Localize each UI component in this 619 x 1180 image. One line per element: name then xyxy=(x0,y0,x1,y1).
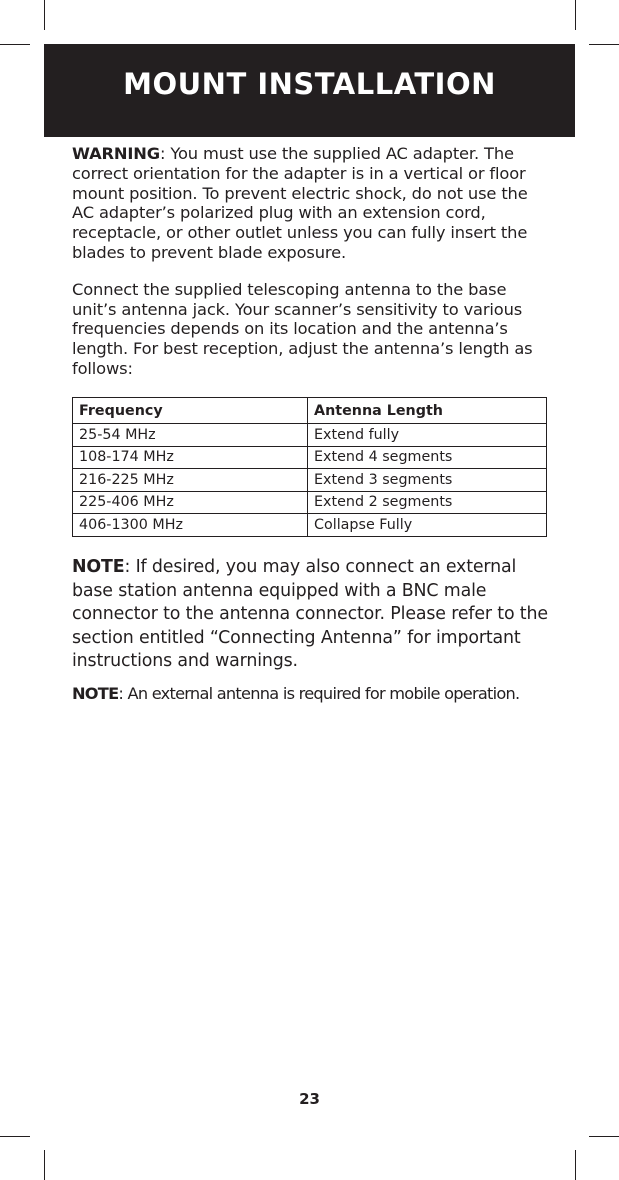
note-text: : If desired, you may also connect an external base station antenna equipped with a BNC male connector to the antenna connector. Please refer to the section entitled “Connecting Antenna” for important instructions and warnings. xyxy=(72,557,548,672)
table-row xyxy=(73,491,547,514)
crop-mark xyxy=(44,1150,45,1180)
note-external-antenna xyxy=(72,556,552,674)
note-label: NOTE xyxy=(72,557,125,577)
antenna-length-table xyxy=(72,397,547,537)
frequency-cell: 108-174 MHz xyxy=(73,446,308,469)
antenna-length-cell: Collapse Fully xyxy=(308,514,547,537)
antenna-length-cell: Extend fully xyxy=(308,424,547,447)
column-header-antenna-length: Antenna Length xyxy=(308,398,547,424)
page-title: MOUNT INSTALLATION xyxy=(123,66,496,101)
table-header-row xyxy=(73,398,547,424)
table-row xyxy=(73,424,547,447)
warning-label: WARNING xyxy=(72,144,160,163)
column-header-frequency: Frequency xyxy=(73,398,308,424)
crop-mark xyxy=(575,0,576,30)
table-row xyxy=(73,514,547,537)
crop-mark xyxy=(0,1136,30,1137)
table-row xyxy=(73,446,547,469)
note-mobile-operation xyxy=(72,684,562,703)
crop-mark xyxy=(589,44,619,45)
crop-mark xyxy=(575,1150,576,1180)
crop-mark xyxy=(44,0,45,30)
warning-text: : You must use the supplied AC adapter. The correct orientation for the adapter is in a vertical or floor mount position. To prevent electric shock, do not use the AC adapter’s polarized plug with an extension cord, receptacle, or other outlet unless you can fully insert the blades to prevent blade exposure. xyxy=(72,144,528,262)
antenna-length-cell: Extend 3 segments xyxy=(308,469,547,492)
page-number: 23 xyxy=(299,1090,320,1108)
intro-paragraph: Connect the supplied telescoping antenna to the base unit’s antenna jack. Your scanner’s sensitivity to various frequencies depends on its location and the antenna’s length. For best reception, adjust the antenna’s length as follows: xyxy=(72,279,533,378)
note-label: NOTE xyxy=(72,684,119,703)
note-text: : An external antenna is required for mobile operation. xyxy=(118,684,520,703)
antenna-length-cell: Extend 4 segments xyxy=(308,446,547,469)
crop-mark xyxy=(0,44,30,45)
table-row xyxy=(73,469,547,492)
crop-mark xyxy=(589,1136,619,1137)
frequency-cell: 406-1300 MHz xyxy=(73,514,308,537)
frequency-cell: 225-406 MHz xyxy=(73,491,308,514)
header-bar xyxy=(44,44,575,137)
warning-paragraph xyxy=(72,144,550,263)
content xyxy=(72,142,550,379)
frequency-cell: 216-225 MHz xyxy=(73,469,308,492)
frequency-cell: 25-54 MHz xyxy=(73,424,308,447)
antenna-length-cell: Extend 2 segments xyxy=(308,491,547,514)
